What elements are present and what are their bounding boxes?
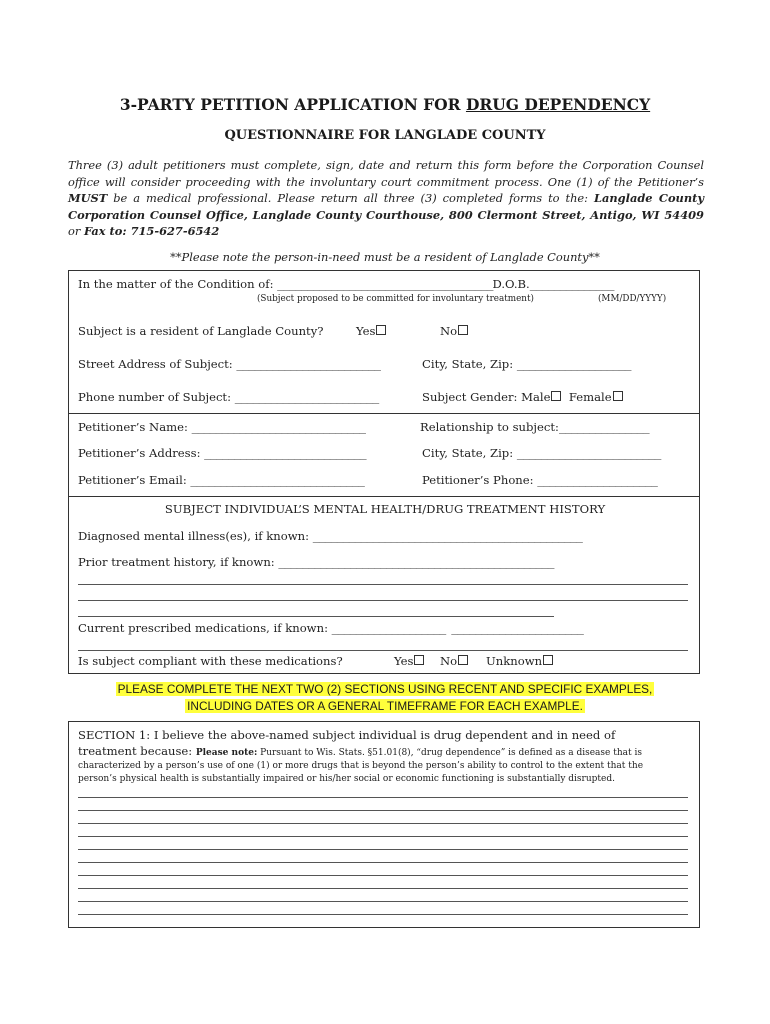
section-1-heading-cont: treatment because: Please note: Pursuant to Wis. Stats. §51.01(8), “drug dependence” is defined as a disease that is — [78, 744, 642, 758]
treatment-history-box — [68, 496, 700, 674]
compliance-question: Is subject compliant with these medications? — [78, 654, 343, 668]
answer-line[interactable] — [78, 600, 688, 601]
section-1-heading: SECTION 1: I believe the above-named subject individual is drug dependent and in need of — [78, 728, 616, 742]
checkbox-icon[interactable] — [543, 655, 553, 665]
compliant-no-option[interactable]: No — [440, 654, 468, 668]
resident-no-option[interactable]: No — [440, 324, 468, 338]
subject-city-field[interactable]: City, State, Zip: ___________________ — [422, 357, 631, 371]
answer-line[interactable] — [78, 810, 688, 811]
subject-phone-field[interactable]: Phone number of Subject: ________________________ — [78, 390, 379, 404]
checkbox-icon[interactable] — [376, 325, 386, 335]
answer-line[interactable] — [78, 836, 688, 837]
checkbox-icon[interactable] — [458, 655, 468, 665]
form-subtitle: QUESTIONNAIRE FOR LANGLADE COUNTY — [224, 128, 546, 143]
intro-paragraph: Three (3) adult petitioners must complete, sign, date and return this form before the Corporation Counsel office will consider proceeding with the involuntary court commitment process. One (1) of the Petitioner’s MUST be a medical professional. Please return all three (3) completed forms to the: Langlade County Corporation Counsel Office, Langlade County Courthouse, 800 Clermont Street, Antigo, WI 54409 or Fax to: 715-627-6542 — [68, 158, 704, 238]
must-emphasis: MUST — [68, 191, 108, 205]
section-1-definition-cont: person’s physical health is substantially impaired or his/her social or economic functioning is substantially disrupted. — [78, 774, 615, 784]
condition-field[interactable]: In the matter of the Condition of: ____________________________________D.O.B.______________ — [78, 277, 614, 291]
answer-line[interactable] — [78, 875, 688, 876]
note-label: Please note: — [195, 748, 258, 758]
medications-field[interactable]: Current prescribed medications, if known: ___________________ ______________________ — [78, 621, 583, 635]
section-1-definition: characterized by a person’s use of one (1) or more drugs that is beyond the person’s ability to control to the extent that the — [78, 761, 644, 771]
answer-line[interactable] — [78, 914, 688, 915]
answer-line[interactable] — [78, 584, 688, 585]
answer-line[interactable] — [78, 849, 688, 850]
relationship-field[interactable]: Relationship to subject:_______________ — [420, 420, 649, 434]
subject-gender-field[interactable]: Subject Gender: Male Female — [422, 390, 623, 404]
title-text: 3-PARTY PETITION APPLICATION FOR — [119, 95, 466, 114]
answer-line[interactable] — [78, 616, 554, 617]
answer-line[interactable] — [78, 888, 688, 889]
prior-treatment-field[interactable]: Prior treatment history, if known: ______________________________________________ — [78, 555, 554, 569]
resident-yes-option[interactable]: Yes — [356, 324, 386, 338]
form-title — [0, 95, 770, 114]
petitioner-city-field[interactable]: City, State, Zip: ________________________ — [422, 446, 661, 460]
instruction-line-1: PLEASE COMPLETE THE NEXT TWO (2) SECTIONS USING RECENT AND SPECIFIC EXAMPLES, — [117, 682, 653, 696]
petitioner-email-field[interactable]: Petitioner’s Email: _____________________________ — [78, 473, 364, 487]
answer-line[interactable] — [78, 862, 688, 863]
answer-line[interactable] — [78, 650, 688, 651]
checkbox-icon[interactable] — [551, 391, 561, 401]
instruction-line-2: INCLUDING DATES OR A GENERAL TIMEFRAME FOR EACH EXAMPLE. — [187, 699, 583, 713]
return-address: Langlade County Corporation Counsel Office, Langlade County Courthouse, 800 Clermont Street, Antigo, WI 54409 — [68, 191, 704, 222]
checkbox-icon[interactable] — [613, 391, 623, 401]
title-underlined: DRUG DEPENDENCY — [465, 95, 651, 114]
checkbox-icon[interactable] — [458, 325, 468, 335]
diagnosed-illness-field[interactable]: Diagnosed mental illness(es), if known: _____________________________________________ — [78, 529, 582, 543]
condition-hint: (Subject proposed to be committed for involuntary treatment) — [257, 294, 534, 304]
answer-line[interactable] — [78, 823, 688, 824]
answer-line[interactable] — [78, 797, 688, 798]
residency-note: **Please note the person-in-need must be a resident of Langlade County** — [170, 250, 600, 264]
answer-line[interactable] — [78, 901, 688, 902]
compliant-yes-option[interactable]: Yes — [394, 654, 424, 668]
dob-hint: (MM/DD/YYYY) — [598, 294, 667, 304]
history-heading: SUBJECT INDIVIDUAL’S MENTAL HEALTH/DRUG TREATMENT HISTORY — [164, 502, 606, 516]
compliant-unknown-option[interactable]: Unknown — [486, 654, 553, 668]
fax-number: Fax to: 715-627-6542 — [83, 224, 220, 238]
resident-question: Subject is a resident of Langlade County? — [78, 324, 324, 338]
petitioner-name-field[interactable]: Petitioner’s Name: _____________________________ — [78, 420, 365, 434]
petitioner-address-field[interactable]: Petitioner’s Address: ___________________________ — [78, 446, 366, 460]
street-address-field[interactable]: Street Address of Subject: ________________________ — [78, 357, 380, 371]
petitioner-phone-field[interactable]: Petitioner’s Phone: ____________________ — [422, 473, 657, 487]
checkbox-icon[interactable] — [414, 655, 424, 665]
